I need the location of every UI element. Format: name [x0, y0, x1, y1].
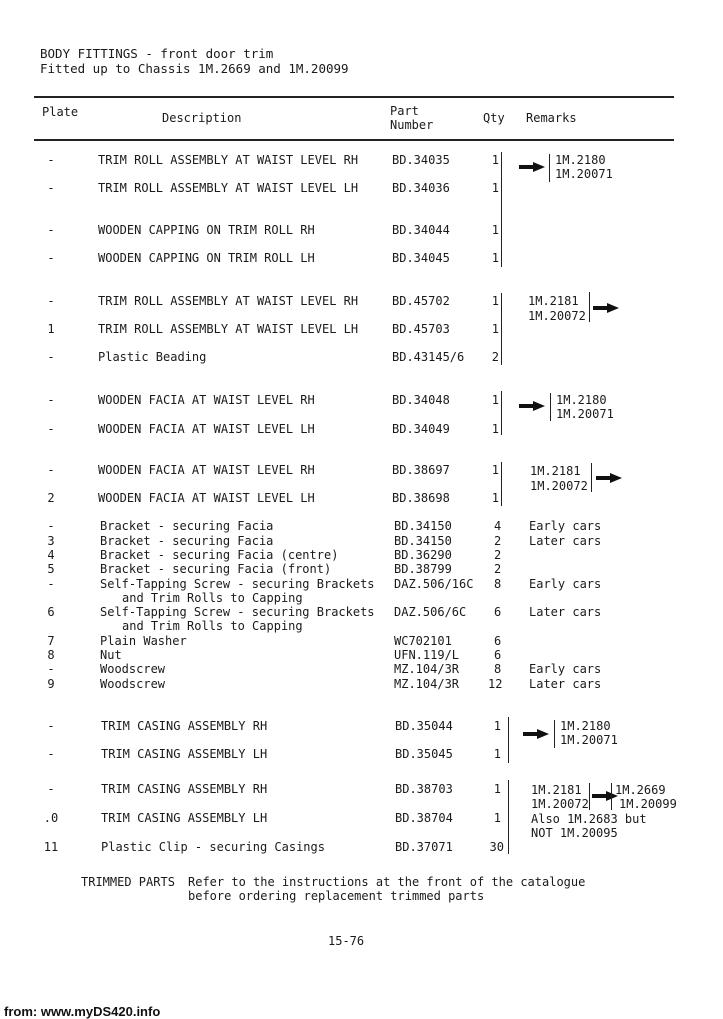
- row-description: Bracket - securing Facia (front): [100, 562, 332, 576]
- row-qty: 8: [494, 577, 502, 591]
- arrow-right-icon: [596, 473, 622, 483]
- group-bracket: [508, 717, 509, 763]
- row-part-number: BD.34045: [392, 251, 450, 265]
- row-part-number: BD.34150: [394, 534, 452, 548]
- row-description: WOODEN CAPPING ON TRIM ROLL RH: [98, 223, 315, 237]
- source-watermark: from: www.myDS420.info: [4, 1004, 161, 1019]
- row-plate: -: [47, 577, 55, 591]
- row-plate: -: [47, 422, 55, 436]
- remark-chassis: 1M.20071: [556, 407, 614, 421]
- row-description: Plastic Beading: [98, 350, 207, 364]
- row-description: Woodscrew: [100, 677, 166, 691]
- row-qty: 1: [491, 393, 499, 407]
- remark-chassis: 1M.2180: [555, 153, 606, 167]
- row-description: TRIM ROLL ASSEMBLY AT WAIST LEVEL RH: [98, 153, 359, 167]
- row-qty: 2: [491, 350, 499, 364]
- row-plate: -: [47, 719, 55, 733]
- row-part-number: BD.43145/6: [392, 350, 465, 364]
- row-part-number: UFN.119/L: [394, 648, 460, 662]
- group-bracket: [508, 780, 509, 854]
- row-part-number: BD.38697: [392, 463, 450, 477]
- row-plate: 2: [47, 491, 55, 505]
- row-qty: 1: [491, 491, 499, 505]
- row-qty: 8: [494, 662, 502, 676]
- row-description: TRIM CASING ASSEMBLY RH: [101, 719, 268, 733]
- row-plate: -: [47, 181, 55, 195]
- row-part-number: BD.34049: [392, 422, 450, 436]
- remark-divider: [549, 154, 550, 182]
- remark-note: Also 1M.2683 but: [531, 812, 647, 826]
- row-plate: -: [47, 519, 55, 533]
- row-description: TRIM ROLL ASSEMBLY AT WAIST LEVEL LH: [98, 322, 359, 336]
- remark-chassis: 1M.2181: [530, 464, 581, 478]
- remark-divider: [611, 783, 612, 810]
- header-bottom-rule: [34, 139, 674, 141]
- row-part-number: BD.34035: [392, 153, 450, 167]
- row-qty: 30: [489, 840, 504, 854]
- group-bracket: [501, 391, 502, 435]
- row-plate: 5: [47, 562, 55, 576]
- page-number: 15-76: [328, 934, 365, 948]
- row-plate: 9: [47, 677, 55, 691]
- remark-chassis: 1M.2180: [556, 393, 607, 407]
- row-plate: 1: [47, 322, 55, 336]
- remark-note: NOT 1M.20095: [531, 826, 618, 840]
- col-header-part-2: Number: [390, 118, 434, 132]
- row-part-number: BD.45703: [392, 322, 450, 336]
- row-part-number: BD.35045: [395, 747, 453, 761]
- page-title: BODY FITTINGS - front door trim: [40, 46, 274, 61]
- row-qty: 1: [493, 747, 501, 761]
- row-description: Nut: [100, 648, 122, 662]
- row-part-number: BD.34036: [392, 181, 450, 195]
- row-qty: 1: [491, 422, 499, 436]
- group-bracket: [501, 152, 502, 267]
- group-bracket: [501, 462, 502, 506]
- row-description: Bracket - securing Facia: [100, 534, 274, 548]
- row-qty: 1: [491, 463, 499, 477]
- col-header-remarks: Remarks: [526, 111, 577, 125]
- row-plate: -: [47, 747, 55, 761]
- remark-chassis: 1M.20099: [619, 797, 677, 811]
- remark-chassis: 1M.20071: [560, 733, 618, 747]
- row-plate: 4: [47, 548, 55, 562]
- row-remark: Later cars: [529, 677, 602, 691]
- row-plate: -: [47, 782, 55, 796]
- row-description: TRIM ROLL ASSEMBLY AT WAIST LEVEL RH: [98, 294, 359, 308]
- row-description: Bracket - securing Facia: [100, 519, 274, 533]
- remark-chassis: 1M.20071: [555, 167, 613, 181]
- group-bracket: [501, 293, 502, 365]
- row-description-cont: and Trim Rolls to Capping: [122, 591, 303, 605]
- row-plate: .0: [43, 811, 59, 825]
- row-qty: 12: [488, 677, 503, 691]
- arrow-right-icon: [523, 729, 549, 739]
- row-plate: 8: [47, 648, 55, 662]
- row-part-number: BD.38698: [392, 491, 450, 505]
- row-remark: Early cars: [529, 662, 602, 676]
- row-part-number: BD.34150: [394, 519, 452, 533]
- row-description: TRIM ROLL ASSEMBLY AT WAIST LEVEL LH: [98, 181, 359, 195]
- row-description-cont: and Trim Rolls to Capping: [122, 619, 303, 633]
- row-qty: 1: [491, 294, 499, 308]
- row-part-number: MZ.104/3R: [394, 677, 460, 691]
- row-part-number: BD.35044: [395, 719, 453, 733]
- row-description: WOODEN FACIA AT WAIST LEVEL RH: [98, 393, 315, 407]
- row-description: WOODEN FACIA AT WAIST LEVEL LH: [98, 491, 315, 505]
- row-description: Plastic Clip - securing Casings: [101, 840, 325, 854]
- row-part-number: DAZ.506/16C: [394, 577, 474, 591]
- remark-divider: [589, 783, 590, 810]
- row-part-number: BD.34048: [392, 393, 450, 407]
- header-top-rule: [34, 96, 674, 98]
- row-part-number: WC702101: [394, 634, 452, 648]
- remark-divider: [554, 720, 555, 748]
- row-part-number: BD.36290: [394, 548, 452, 562]
- row-plate: -: [47, 153, 55, 167]
- arrow-right-icon: [593, 303, 619, 313]
- row-description: Woodscrew: [100, 662, 166, 676]
- row-plate: -: [47, 223, 55, 237]
- row-description: TRIM CASING ASSEMBLY LH: [101, 747, 268, 761]
- remark-divider: [591, 463, 592, 492]
- row-qty: 1: [491, 181, 499, 195]
- remark-divider: [550, 393, 551, 421]
- row-plate: -: [47, 294, 55, 308]
- remark-chassis: 1M.20072: [530, 479, 588, 493]
- row-description: WOODEN CAPPING ON TRIM ROLL LH: [98, 251, 315, 265]
- row-part-number: BD.34044: [392, 223, 450, 237]
- row-description: Self-Tapping Screw - securing Brackets: [100, 577, 375, 591]
- row-description: WOODEN FACIA AT WAIST LEVEL LH: [98, 422, 315, 436]
- row-qty: 6: [494, 648, 502, 662]
- row-remark: Later cars: [529, 605, 602, 619]
- arrow-right-icon: [519, 162, 545, 172]
- row-description: TRIM CASING ASSEMBLY RH: [101, 782, 268, 796]
- row-part-number: BD.38799: [394, 562, 452, 576]
- row-qty: 1: [493, 719, 501, 733]
- col-header-qty: Qty: [483, 111, 505, 125]
- row-part-number: DAZ.506/6C: [394, 605, 467, 619]
- row-part-number: BD.37071: [395, 840, 453, 854]
- remark-chassis: 1M.20072: [531, 797, 589, 811]
- remark-divider: [589, 292, 590, 322]
- row-description: TRIM CASING ASSEMBLY LH: [101, 811, 268, 825]
- row-plate: -: [47, 662, 55, 676]
- footnote-line: before ordering replacement trimmed parts: [188, 889, 485, 903]
- page-subtitle: Fitted up to Chassis 1M.2669 and 1M.20099: [40, 61, 349, 76]
- row-qty: 1: [491, 322, 499, 336]
- col-header-part-1: Part: [390, 104, 419, 118]
- row-qty: 6: [494, 605, 502, 619]
- row-qty: 1: [491, 223, 499, 237]
- remark-chassis: 1M.2669: [615, 783, 666, 797]
- row-qty: 6: [494, 634, 502, 648]
- remark-chassis: 1M.20072: [528, 309, 586, 323]
- row-qty: 1: [493, 782, 501, 796]
- row-qty: 2: [494, 548, 502, 562]
- row-qty: 2: [494, 562, 502, 576]
- row-part-number: BD.38703: [395, 782, 453, 796]
- col-header-plate: Plate: [42, 105, 79, 119]
- row-plate: -: [47, 393, 55, 407]
- row-plate: -: [47, 251, 55, 265]
- row-plate: -: [47, 350, 55, 364]
- row-remark: Early cars: [529, 577, 602, 591]
- row-plate: 6: [47, 605, 55, 619]
- row-qty: 4: [494, 519, 502, 533]
- row-part-number: BD.45702: [392, 294, 450, 308]
- row-remark: Later cars: [529, 534, 602, 548]
- row-description: Bracket - securing Facia (centre): [100, 548, 339, 562]
- row-part-number: MZ.104/3R: [394, 662, 460, 676]
- col-header-description: Description: [162, 111, 242, 125]
- row-part-number: BD.38704: [395, 811, 453, 825]
- row-qty: 1: [491, 153, 499, 167]
- row-qty: 2: [494, 534, 502, 548]
- remark-chassis: 1M.2181: [528, 294, 579, 308]
- row-qty: 1: [493, 811, 501, 825]
- row-remark: Early cars: [529, 519, 602, 533]
- row-plate: -: [47, 463, 55, 477]
- row-plate: 11: [43, 840, 59, 854]
- row-description: Self-Tapping Screw - securing Brackets: [100, 605, 375, 619]
- remark-chassis: 1M.2181: [531, 783, 582, 797]
- row-description: WOODEN FACIA AT WAIST LEVEL RH: [98, 463, 315, 477]
- footnote-line: Refer to the instructions at the front of the catalogue: [188, 875, 586, 889]
- remark-chassis: 1M.2180: [560, 719, 611, 733]
- row-description: Plain Washer: [100, 634, 187, 648]
- row-plate: 7: [47, 634, 55, 648]
- row-qty: 1: [491, 251, 499, 265]
- footnote-label: TRIMMED PARTS: [81, 875, 175, 889]
- arrow-right-icon: [519, 401, 545, 411]
- row-plate: 3: [47, 534, 55, 548]
